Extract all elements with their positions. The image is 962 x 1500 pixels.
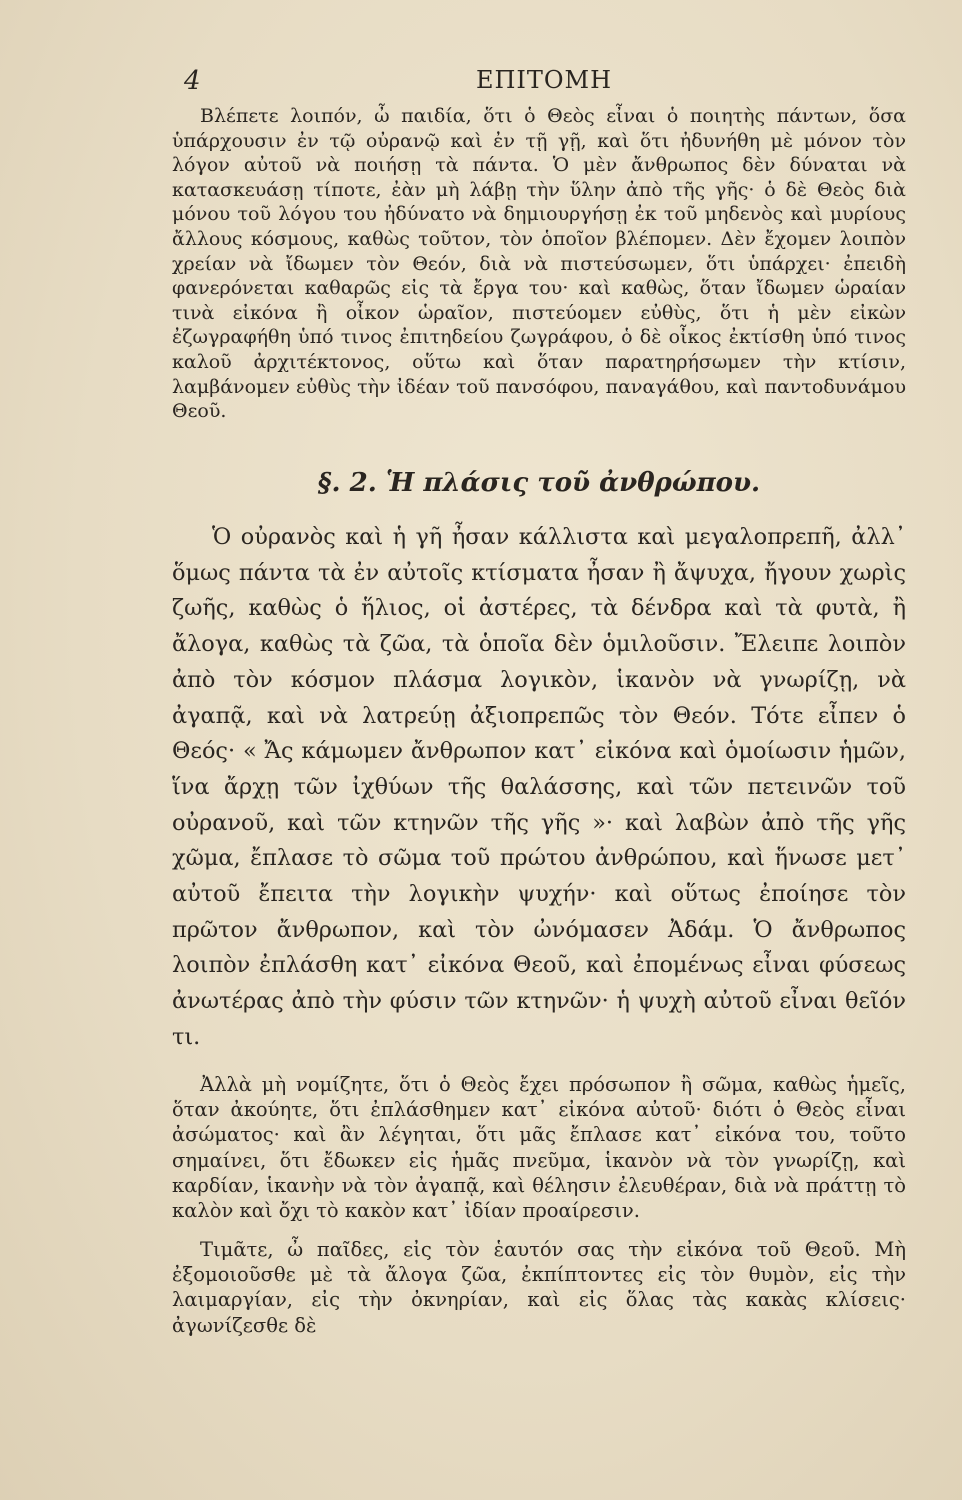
paragraph-creation-summary: Βλέπετε λοιπόν, ὦ παιδία, ὅτι ὁ Θεὸς εἶναι ὁ ποιητὴς πάντων, ὅσα ὑπάρχουσιν ἐν τῷ οὐρανῷ καὶ ἐν τῇ γῇ, καὶ ὅτι ἠδυνήθη μὲ μόνον τὸν λόγον αὐτοῦ νὰ ποιήσῃ τὰ πάντα. Ὁ μὲν ἄνθρωπος δὲν δύναται νὰ κατασκευάσῃ τίποτε, ἐὰν μὴ λάβῃ τὴν ὕλην ἀπὸ τῆς γῆς· ὁ δὲ Θεὸς διὰ μόνου τοῦ λόγου του ἠδύνατο νὰ δημιουργήσῃ ἐκ τοῦ μηδενὸς καὶ μυρίους ἄλλους κόσμους, καθὼς τοῦτον, τὸν ὁποῖον βλέπομεν. Δὲν ἔχομεν λοιπὸν χρείαν νὰ ἴδωμεν τὸν Θεόν, διὰ νὰ πιστεύσωμεν, ὅτι ὑπάρχει· ἐπειδὴ φανερόνεται καθαρῶς εἰς τὰ ἔργα του· καὶ καθὼς, ὅταν ἴδωμεν ὡραίαν τινὰ εἰκόνα ἢ οἶκον ὡραῖον, πιστεύομεν εὐθὺς, ὅτι ἡ μὲν εἰκὼν ἐζωγραφήθη ὑπό τινος ἐπιτηδείου ζωγράφου, ὁ δὲ οἶκος ἐκτίσθη ὑπό τινος καλοῦ ἀρχιτέκτονος, οὕτω καὶ ὅταν παρατηρήσωμεν τὴν κτίσιν, λαμβάνομεν εὐθὺς τὴν ἰδέαν τοῦ πανσόφου, παναγάθου, καὶ παντοδυνάμου Θεοῦ. xyxy=(172,105,906,423)
paragraph-image-of-god: Ἀλλὰ μὴ νομίζητε, ὅτι ὁ Θεὸς ἔχει πρόσωπον ἢ σῶμα, καθὼς ἡμεῖς, ὅταν ἀκούητε, ὅτι ἐπλάσθημεν κατ᾿ εἰκόνα αὐτοῦ· διότι ὁ Θεὸς εἶναι ἀσώματος· καὶ ἂν λέγηται, ὅτι μᾶς ἔπλασε κατ᾿ εἰκόνα του, τοῦτο σημαίνει, ὅτι ἔδωκεν εἰς ἡμᾶς πνεῦμα, ἱκανὸν νὰ τὸν γνωρίζῃ, καὶ καρδίαν, ἱκανὴν νὰ τὸν ἀγαπᾷ, καὶ θέλησιν ἐλευθέραν, διὰ νὰ πράττῃ τὸ καλὸν καὶ ὄχι τὸ κακὸν κατ᾿ ἰδίαν προαίρεσιν. xyxy=(172,1073,906,1223)
section-heading: §. 2. Ἡ πλάσις τοῦ ἀνθρώπου. xyxy=(317,468,761,498)
paragraph-creation-of-man: Ὁ οὐρανὸς καὶ ἡ γῆ ἦσαν κάλλιστα καὶ μεγαλοπρεπῆ, ἀλλ᾿ ὅμως πάντα τὰ ἐν αὐτοῖς κτίσματα ἦσαν ἢ ἄψυχα, ἤγουν χωρὶς ζωῆς, καθὼς ὁ ἥλιος, οἱ ἀστέρες, τὰ δένδρα καὶ τὰ φυτὰ, ἢ ἄλογα, καθὼς τὰ ζῶα, τὰ ὁποῖα δὲν ὁμιλοῦσιν. Ἔλειπε λοιπὸν ἀπὸ τὸν κόσμον πλάσμα λογικὸν, ἱκανὸν νὰ γνωρίζῃ, νὰ ἀγαπᾷ, καὶ νὰ λατρεύῃ ἀξιοπρεπῶς τὸν Θεόν. Τότε εἶπεν ὁ Θεός· « Ἄς κάμωμεν ἄνθρωπον κατ᾿ εἰκόνα καὶ ὁμοίωσιν ἡμῶν, ἵνα ἄρχῃ τῶν ἰχθύων τῆς θαλάσσης, καὶ τῶν πετεινῶν τοῦ οὐρανοῦ, καὶ τῶν κτηνῶν τῆς γῆς »· καὶ λαβὼν ἀπὸ τῆς γῆς χῶμα, ἔπλασε τὸ σῶμα τοῦ πρώτου ἀνθρώπου, καὶ ἥνωσε μετ᾿ αὐτοῦ ἔπειτα τὴν λογικὴν ψυχήν· καὶ οὕτως ἐποίησε τὸν πρῶτον ἄνθρωπον, καὶ τὸν ὠνόμασεν Ἀδάμ. Ὁ ἄνθρωπος λοιπὸν ἐπλάσθη κατ᾿ εἰκόνα Θεοῦ, καὶ ἐπομένως εἶναι φύσεως ἀνωτέρας ἀπὸ τὴν φύσιν τῶν κτηνῶν· ἡ ψυχὴ αὐτοῦ εἶναι θεῖόν τι. xyxy=(172,524,906,1050)
running-title: ΕΠΙΤΟΜΗ xyxy=(475,66,613,94)
page-number: 4 xyxy=(184,66,201,96)
page-header xyxy=(184,66,904,106)
paragraph-exhortation: Τιμᾶτε, ὦ παῖδες, εἰς τὸν ἑαυτόν σας τὴν εἰκόνα τοῦ Θεοῦ. Μὴ ἐξομοιοῦσθε μὲ τὰ ἄλογα ζῶα, ἐκπίπτοντες εἰς τὸν θυμὸν, εἰς τὴν λαιμαργίαν, εἰς τὴν ὀκνηρίαν, καὶ εἰς ὅλας τὰς κακὰς κλίσεις· ἀγωνίζεσθε δὲ xyxy=(172,1238,906,1337)
